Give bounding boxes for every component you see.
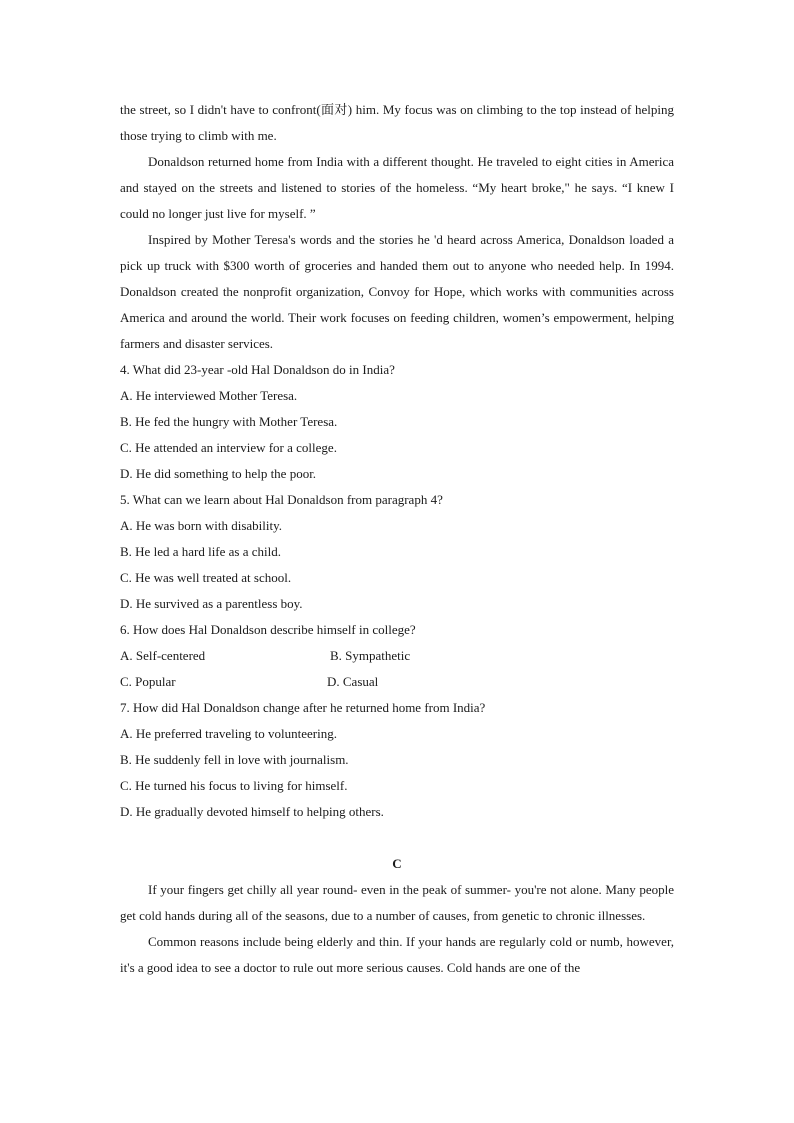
question-stem: 4. What did 23-year -old Hal Donaldson do in India? <box>120 362 395 377</box>
document-page <box>120 97 674 981</box>
question-5 <box>120 487 674 617</box>
answer-option-row <box>120 643 674 669</box>
answer-option: B. He led a hard life as a child. <box>120 544 281 559</box>
answer-option: B. He fed the hungry with Mother Teresa. <box>120 414 338 429</box>
answer-option: D. He survived as a parentless boy. <box>120 596 303 611</box>
question-4 <box>120 357 674 487</box>
answer-option: C. He attended an interview for a college. <box>120 440 337 455</box>
passage-b-paragraph: the street, so I didn't have to confront(面对) him. My focus was on climbing to the top instead of helping those trying to climb with me. <box>120 102 674 143</box>
answer-option: D. He gradually devoted himself to helping others. <box>120 804 384 819</box>
question-stem: 5. What can we learn about Hal Donaldson from paragraph 4? <box>120 492 443 507</box>
answer-option: D. He did something to help the poor. <box>120 466 317 481</box>
answer-option: A. He interviewed Mother Teresa. <box>120 388 298 403</box>
answer-option: A. He was born with disability. <box>120 518 282 533</box>
answer-option: B. He suddenly fell in love with journalism. <box>120 752 349 767</box>
answer-option: A. Self-centered <box>120 648 206 663</box>
answer-option: C. Popular <box>120 674 176 689</box>
passage-b-paragraph: Inspired by Mother Teresa's words and the stories he 'd heard across America, Donaldson loaded a pick up truck with $300 worth of groceries and handed them out to anyone who needed help. In 1994. Donaldson created the nonprofit organization, Convoy for Hope, which works with communities across America and around the world. Their work focuses on feeding children, women’s empowerment, helping farmers and disaster services. <box>120 232 674 351</box>
passage-c-paragraph: If your fingers get chilly all year round- even in the peak of summer- you're not alone. Many people get cold hands during all of the seasons, due to a number of causes, from genetic to chronic illnesses. <box>120 882 674 923</box>
answer-option: A. He preferred traveling to volunteering. <box>120 726 337 741</box>
question-stem: 6. How does Hal Donaldson describe himself in college? <box>120 622 416 637</box>
question-6 <box>120 617 674 695</box>
passage-c-paragraph: Common reasons include being elderly and thin. If your hands are regularly cold or numb, however, it's a good idea to see a doctor to rule out more serious causes. Cold hands are one of the <box>120 934 674 975</box>
question-stem: 7. How did Hal Donaldson change after he returned home from India? <box>120 700 486 715</box>
answer-option: D. Casual <box>327 674 379 689</box>
answer-option-row <box>120 669 674 695</box>
answer-option: C. He turned his focus to living for himself. <box>120 778 348 793</box>
answer-option: B. Sympathetic <box>330 648 411 663</box>
answer-option: C. He was well treated at school. <box>120 570 292 585</box>
passage-b-paragraph: Donaldson returned home from India with a different thought. He traveled to eight cities in America and stayed on the streets and listened to stories of the homeless. “My heart broke," he says. “I knew I could no longer just live for myself. ” <box>120 154 674 221</box>
section-heading: C <box>392 856 402 871</box>
question-7 <box>120 695 674 825</box>
